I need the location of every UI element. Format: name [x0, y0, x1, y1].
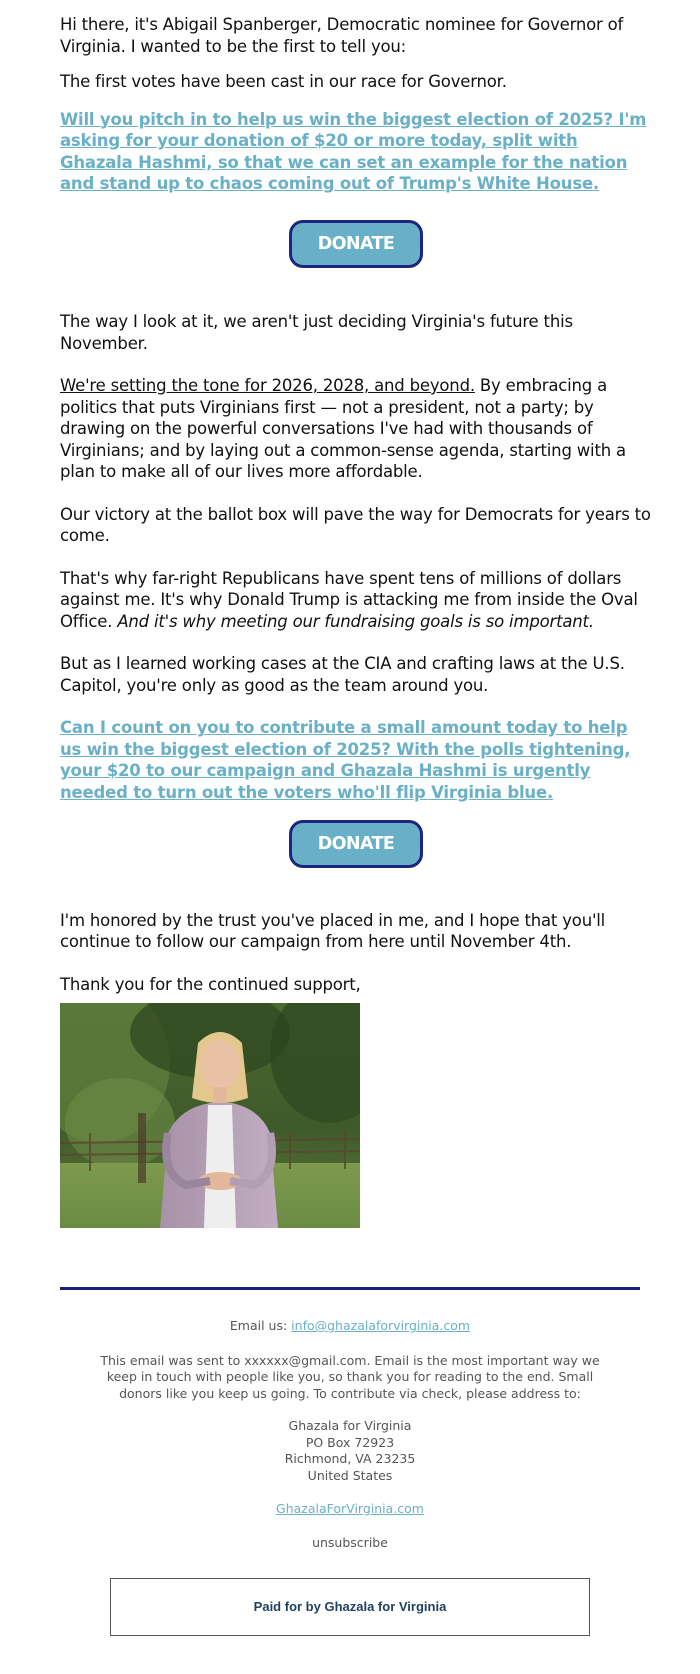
address-line-city: Richmond, VA 23235	[284, 1451, 416, 1466]
email-content	[60, 0, 652, 1038]
donate-now-button-1[interactable]: DONATE NOW	[289, 220, 423, 268]
website-line	[60, 1501, 640, 1518]
donate-button-row-1	[60, 220, 652, 297]
mailing-address	[60, 1418, 640, 1484]
address-line-po-box: PO Box 72923	[305, 1434, 395, 1450]
body-paragraph-2	[60, 375, 652, 483]
address-line-name: Ghazala for Virginia	[288, 1418, 412, 1433]
body-paragraph-3: Our victory at the ballot box will pave the way for Democrats for years to come.	[60, 504, 651, 545]
website-link[interactable]: GhazalaForVirginia.com	[276, 1501, 424, 1516]
body-paragraph-2-rest: By embracing a politics that puts Virginians first — not a president, not a party; by drawing on the powerful conversations I've had with thousands of Virginians; and by laying out a common-sense agenda, starting with a plan to make all of our lives more affordable.	[60, 376, 626, 481]
unsubscribe-link[interactable]: unsubscribe	[312, 1534, 388, 1550]
fundraising-italic-text: And it's why meeting our fundraising goals is so important.	[117, 611, 594, 631]
candidate-portrait-image	[60, 1003, 360, 1228]
paid-for-disclaimer-box	[110, 1578, 590, 1636]
donate-button-row-2	[60, 820, 652, 897]
donate-now-button-2[interactable]: DONATE NOW	[289, 820, 423, 868]
donation-ask-link-2[interactable]: Can I count on you to contribute a small amount today to help us win the biggest election of 2025? With the polls tightening, your $20 to our campaign and Ghazala Hashmi is urgently needed to turn out the voters who'll flip Virginia blue.	[60, 718, 631, 802]
donation-ask-link-1[interactable]: Will you pitch in to help us win the biggest election of 2025? I'm asking for your donation of $20 or more today, split with Ghazala Hashmi, so that we can set an example for the nation and stand up to chaos coming out of Trump's White House.	[60, 109, 647, 193]
footer-divider	[60, 1287, 640, 1290]
paid-for-text: Paid for by Ghazala for Virginia	[253, 1599, 447, 1614]
closing-paragraph: I'm honored by the trust you've placed in me, and I hope that you'll continue to follow our campaign from here until November 4th.	[60, 910, 606, 951]
email-footer	[60, 1318, 640, 1551]
body-paragraph-4	[60, 568, 652, 633]
tone-underlined-text: We're setting the tone for 2026, 2028, and beyond.	[60, 376, 475, 395]
body-paragraph-4-start: That's why far-right Republicans have spent tens of millions of dollars against me. It's why Donald Trump is attacking me from inside the Oval Office.	[60, 568, 638, 631]
contact-line	[60, 1318, 640, 1335]
disclaimer-text: This email was sent to xxxxxx@gmail.com. Email is the most important way we keep in touch with people like you, so thank you for reading to the end. Small donors like you keep us going. To contribute via check, please address to:	[100, 1352, 600, 1401]
email-us-label: Email us:	[229, 1318, 292, 1333]
body-paragraph-1: The way I look at it, we aren't just deciding Virginia's future this November.	[60, 312, 573, 353]
body-paragraph-5: But as I learned working cases at the CIA and crafting laws at the U.S. Capitol, you're only as good as the team around you.	[60, 654, 625, 695]
first-votes-paragraph: The first votes have been cast in our race for Governor.	[60, 72, 507, 91]
greeting-paragraph: Hi there, it's Abigail Spanberger, Democratic nominee for Governor of Virginia. I wanted to be the first to tell you:	[60, 15, 624, 56]
contact-email-link[interactable]: info@ghazalaforvirginia.com	[291, 1318, 471, 1333]
candidate-photo	[60, 1003, 360, 1228]
address-line-country: United States	[307, 1467, 393, 1483]
thank-you-line: Thank you for the continued support,	[60, 974, 361, 994]
